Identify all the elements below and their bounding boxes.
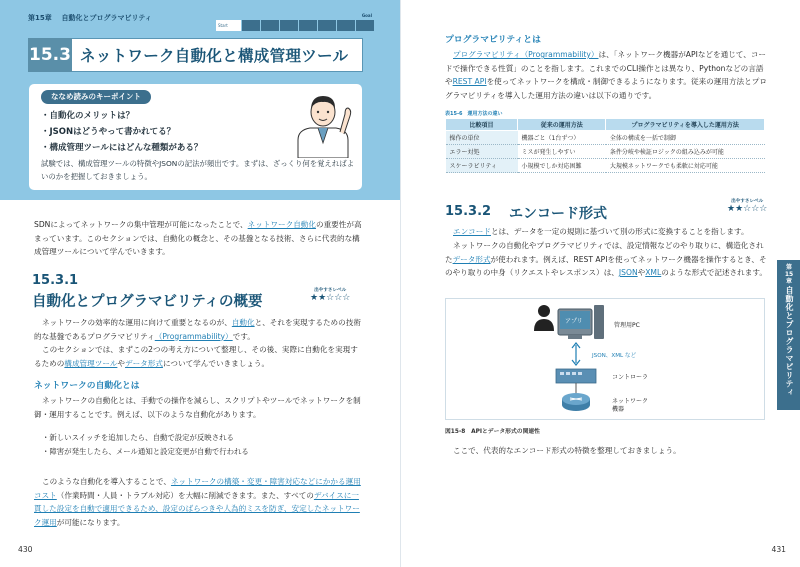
table-row <box>446 131 765 145</box>
frequency-stars: ★★☆☆☆ <box>727 204 768 214</box>
keyword-config-tools: 構成管理ツール <box>64 358 118 368</box>
api-diagram <box>446 299 766 421</box>
chapter-title: 自動化とプログラマビリティ <box>61 14 152 22</box>
progress-segment <box>242 20 261 31</box>
table-header: 比較項目 <box>446 119 518 131</box>
progress-segment <box>299 20 318 31</box>
side-tab-title: 自動化とプログラマビリティ <box>785 286 794 397</box>
subsection-title-2: エンコード形式 <box>509 206 607 222</box>
paragraph-encode-summary: ここで、代表的なエンコード形式の特徴を整理しておきましょう。 <box>453 446 681 455</box>
subsection-title: 自動化とプログラマビリティの概要 <box>32 294 263 310</box>
table-cell: 全体の構成を一括で制御 <box>606 131 765 145</box>
key-points-tag: ななめ読みのキーポイント <box>41 90 151 104</box>
paragraph-programmability: プログラマビリティ（Programmability）は、「ネットワーク機器がAPIなどを通じて、コードで操作できる性質」のことを指します。これまでのCLI操作とは異なり、Pythonなどの言語やREST APIを使ってネットワークを構成・制御できるようになります。従来の運用方法とプログラマビリティを導入した運用方法の違いは以下の通りです。 <box>445 50 767 100</box>
figure-caption: 図15-8 APIとデータ形式の関連性 <box>445 429 540 435</box>
sub-heading-network-automation: ネットワークの自動化とは <box>34 381 140 391</box>
intro-paragraph: SDNによってネットワークの集中管理が可能になったことで、ネットワーク自動化の重要性が高まっています。このセクションでは、自動化の概念と、その基盤となる技術、さらに代表的な構成管理ツールについて学んでいきます。 <box>34 220 362 256</box>
progress-goal: Goal <box>361 13 372 18</box>
subsection-number-2: 15.3.2 <box>445 204 492 219</box>
keyword-automation: 自動化 <box>231 318 255 327</box>
paragraph-encode-definition: エンコードとは、データを一定の規則に基づいて別の形式に変換することを指します。 <box>453 227 749 236</box>
paragraph-automation-benefits: このような自動化を導入することで、ネットワークの構築・変更・障害対応などにかかる運用コスト（作業時間・人員・トラブル対応）を大幅に削減できます。また、すべてのデバイスに一貫した設定を自動で適用できるため、設定のばらつきや人為的ミスを防ぎ、安定したネットワーク運用が可能になります。 <box>34 477 361 527</box>
format-label: JSON、XML など <box>592 353 637 359</box>
table-cell: 機器ごと（1台ずつ） <box>518 131 606 145</box>
progress-segment <box>318 20 337 31</box>
chapter-side-tab <box>777 260 800 410</box>
table-cell: ミスが発生しやすい <box>518 145 606 159</box>
progress-segment <box>356 13 375 31</box>
page-number-left: 430 <box>18 545 33 554</box>
table-cell: 小規模でしか対応困難 <box>518 159 606 173</box>
table-row <box>446 145 765 159</box>
api-data-format-figure <box>445 298 765 420</box>
chapter-progress <box>216 13 375 31</box>
frequency-level-2 <box>727 198 767 214</box>
automation-examples <box>42 431 249 459</box>
table-caption: 表15-6 運用方法の違い <box>445 111 503 117</box>
right-page <box>400 0 800 567</box>
table-cell: 条件分岐や検証ロジックの組み込みが可能 <box>606 145 765 159</box>
progress-segment <box>337 20 356 31</box>
sub-heading-programmability: プログラマビリティとは <box>445 35 541 45</box>
table-header-row <box>446 119 765 131</box>
user-icon <box>534 305 554 331</box>
progress-segment <box>261 20 280 31</box>
controller-icon <box>556 369 596 383</box>
mascot-illustration <box>290 88 356 158</box>
section-title-bar <box>28 38 363 72</box>
frequency-level-label: 出やすさレベル <box>314 288 347 293</box>
table-cell: 操作の単位 <box>446 131 518 145</box>
key-point: ・構成管理ツールにはどんな種類がある？ <box>41 143 203 153</box>
device-label-line1: ネットワーク <box>612 398 649 405</box>
key-points-note: 試験では、構成管理ツールの特徴やJSONの記法が頻出です。まずは、ざっくり何を覚えればよいのかを把握しておきましょう。 <box>41 159 355 181</box>
keyword-network-automation: ネットワーク自動化 <box>247 220 316 229</box>
key-point: ・自動化のメリットは？ <box>41 111 135 121</box>
section-number: 15.3 <box>28 38 72 72</box>
key-point: ・JSONはどうやって書かれてる？ <box>41 127 176 137</box>
keyword-cost: ネットワークの構築・変更・障害対応などにかかる運用コスト <box>34 477 361 500</box>
router-icon <box>562 393 590 411</box>
keyword-consistent: デバイスに一貫した設定を自動で適用できるため、設定のばらつきや人為的ミスを防ぎ、安定したネットワーク運用 <box>34 490 360 527</box>
bidirectional-arrow-icon <box>572 343 580 365</box>
side-tab-chapter: 第 15 章 <box>784 264 794 285</box>
key-points-list <box>41 108 202 156</box>
table-header: 従来の運用方法 <box>518 119 606 131</box>
paragraph-data-format: ネットワークの自動化やプログラマビリティでは、設定情報などのやり取りに、構造化されたデータ形式が使われます。例えば、REST APIを使ってネットワーク機器を操作するとき、そのやり取りの中身（リクエストやレスポンス）は、JSONやXMLのような形式で記述されます。 <box>445 241 767 277</box>
pc-label: 管理用PC <box>614 322 640 329</box>
subsection-number: 15.3.1 <box>32 273 79 288</box>
section-header <box>0 0 400 200</box>
automation-example: ・新しいスイッチを追加したら、自動で設定が反映される <box>42 433 234 442</box>
controller-label: コントローラ <box>612 374 649 381</box>
paragraph-automation-intro: ネットワークの効率的な運用に向けて重要となるのが、自動化と、それを実現するための技術的な基盤であるプログラマビリティ（Programmability）です。 <box>34 318 361 341</box>
keyword-json: JSON <box>618 268 638 277</box>
table-cell: エラー対処 <box>446 145 518 159</box>
keyword-programmability-def: プログラマビリティ（Programmability） <box>453 50 599 59</box>
table-header: プログラマビリティを導入した運用方法 <box>606 119 765 131</box>
keyword-data-format: データ形式 <box>124 358 163 368</box>
chapter-number: 第15章 <box>28 14 52 22</box>
keyword-data-format-2: データ形式 <box>452 254 491 264</box>
keyword-rest-api: REST API <box>452 77 487 86</box>
keyword-programmability: （Programmability） <box>154 331 233 341</box>
frequency-level-label: 出やすさレベル <box>731 199 764 204</box>
progress-start: Start <box>216 20 242 31</box>
keyword-encode: エンコード <box>453 227 491 236</box>
progress-segment <box>280 20 299 31</box>
table-cell: 大規模ネットワークでも柔軟に対応可能 <box>606 159 765 173</box>
frequency-level <box>310 287 350 303</box>
table-cell: スケーラビリティ <box>446 159 518 173</box>
frequency-stars: ★★☆☆☆ <box>310 293 351 303</box>
paragraph-section-plan: このセクションでは、まずこの2つの考え方について整理し、その後、実際に自動化を実現するための構成管理ツールやデータ形式について学んでいきましょう。 <box>34 345 358 368</box>
comparison-table <box>445 118 765 173</box>
paragraph-automation-definition: ネットワークの自動化とは、手動での操作を減らし、スクリプトやツールでネットワークを制御・運用することです。例えば、以下のような自動化があります。 <box>34 396 361 419</box>
app-label: アプリ <box>565 318 583 325</box>
chapter-line <box>28 13 152 23</box>
automation-example: ・障害が発生したら、メール通知と設定変更が自動で行われる <box>42 447 249 456</box>
keyword-xml: XML <box>645 268 662 277</box>
page-number-right: 431 <box>771 545 786 554</box>
table-row <box>446 159 765 173</box>
section-title: ネットワーク自動化と構成管理ツール <box>80 47 349 65</box>
device-label-line2: 機器 <box>612 406 625 413</box>
